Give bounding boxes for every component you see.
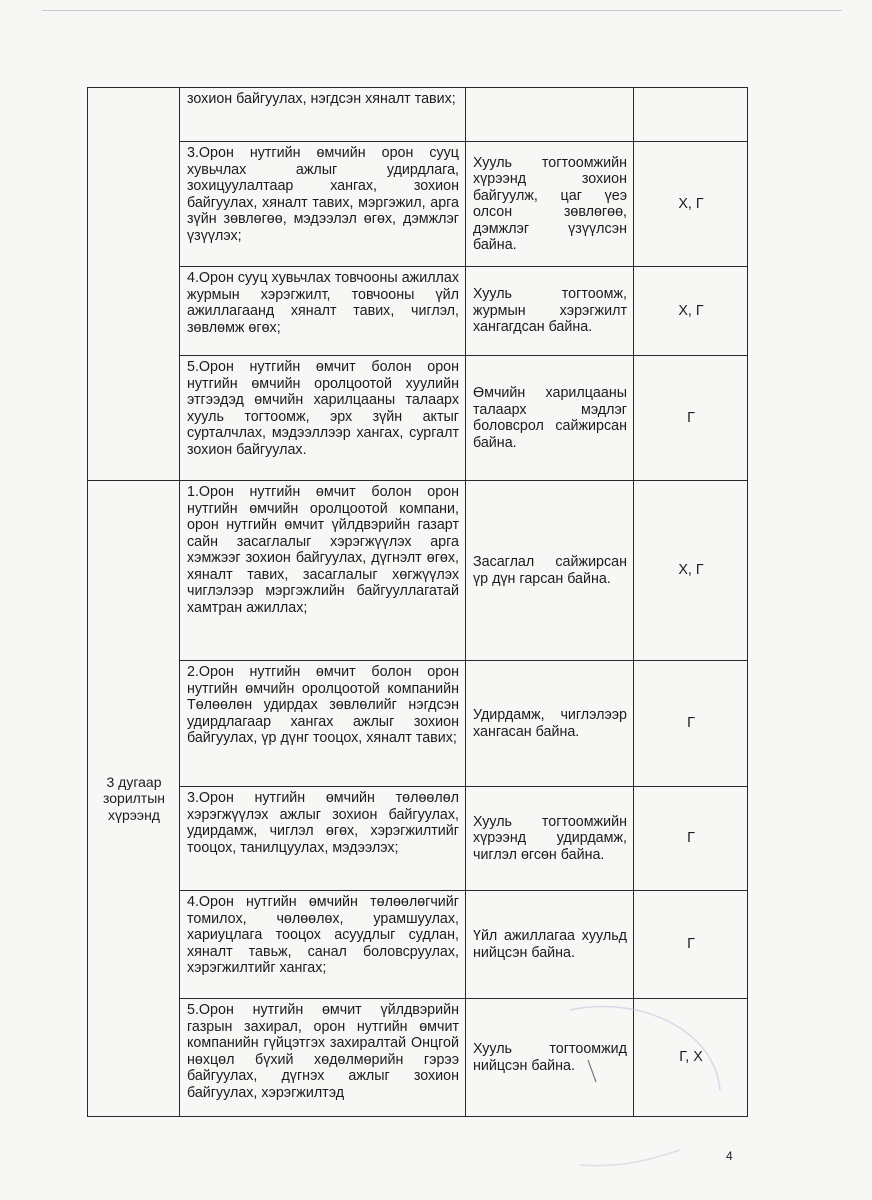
goal-cell-empty — [88, 88, 180, 481]
activity-cell: 1.Орон нутгийн өмчит болон орон нутгийн өмчийн оролцоотой компани, орон нутгийн өмчит үйлдвэрийн газарт сайн засаглалыг хэрэгжүүлэх арга хэмжээг зохион байгуулах, дүгнэлт өгөх, хяналт тавих, засаглалыг хөгжүүлэх чиглэлээр мэргэжлийн байгууллагатай хамтран ажиллах; — [180, 481, 466, 661]
table-row — [88, 356, 748, 481]
table-row — [88, 661, 748, 787]
responsible-cell: Г, Х — [634, 999, 748, 1117]
result-cell: Хууль тогтоомжийн хүрээнд зохион байгуулж, цаг үеэ олсон зөвлөгөө, дэмжлэг үзүүлсэн байна. — [466, 142, 634, 267]
activity-cell: 4.Орон сууц хувьчлах товчооны ажиллах журмын хэрэгжилт, товчооны үйл ажиллагаанд хяналт тавих, чиглэл, зөвлөмж өгөх; — [180, 267, 466, 356]
result-cell: Удирдамж, чиглэлээр хангасан байна. — [466, 661, 634, 787]
result-cell: Засаглал сайжирсан үр дүн гарсан байна. — [466, 481, 634, 661]
activity-cell: 3.Орон нутгийн өмчийн төлөөлөл хэрэгжүүлэх ажлыг зохион байгуулах, удирдамж, чиглэл өгөх, хэрэгжилтийг тооцох, танилцуулах, мэдээлэх; — [180, 787, 466, 891]
responsible-cell: Х, Г — [634, 267, 748, 356]
result-cell — [466, 88, 634, 142]
result-cell: Хууль тогтоомжийн хүрээнд удирдамж, чиглэл өгсөн байна. — [466, 787, 634, 891]
page-number: 4 — [726, 1149, 733, 1163]
responsible-cell — [634, 88, 748, 142]
table-row — [88, 88, 748, 142]
activity-cell: 5.Орон нутгийн өмчит болон орон нутгийн өмчийн оролцоотой хуулийн этгээдэд өмчийн харилцааны талаарх хууль тогтоомж, эрх зүйн актыг сурталчлах, мэдээллээр хангах, сургалт зохион байгуулах. — [180, 356, 466, 481]
activity-cell: 5.Орон нутгийн өмчит үйлдвэрийн газрын захирал, орон нутгийн өмчит компанийн гүйцэтгэх захиралтай Онцгой нөхцөл бүхий хөдөлмөрийн гэрээ байгуулах, дүгнэх ажлыг зохион байгуулах, хэрэгжилтэд — [180, 999, 466, 1117]
responsible-cell: Х, Г — [634, 142, 748, 267]
goal-label: 3 дугаар зорилтын хүрээнд — [88, 481, 180, 1117]
plan-table — [87, 87, 748, 1117]
responsible-cell: Г — [634, 891, 748, 999]
result-cell: Өмчийн харилцааны талаарх мэдлэг боловсрол сайжирсан байна. — [466, 356, 634, 481]
responsible-cell: Х, Г — [634, 481, 748, 661]
result-cell: Хууль тогтоомжид нийцсэн байна. — [466, 999, 634, 1117]
responsible-cell: Г — [634, 661, 748, 787]
table-row — [88, 787, 748, 891]
result-cell: Үйл ажиллагаа хуульд нийцсэн байна. — [466, 891, 634, 999]
table-row — [88, 999, 748, 1117]
top-divider — [42, 10, 842, 11]
table-row — [88, 481, 748, 661]
table-row — [88, 891, 748, 999]
result-cell: Хууль тогтоомж, журмын хэрэгжилт хангагдсан байна. — [466, 267, 634, 356]
activity-cell: 3.Орон нутгийн өмчийн орон сууц хувьчлах ажлыг удирдлага, зохицуулалтаар хангах, зохион байгуулах, хяналт тавих, мэргэжил, арга зүйн зөвлөгөө, мэдээлэл өгөх, дэмжлэг үзүүлэх; — [180, 142, 466, 267]
responsible-cell: Г — [634, 356, 748, 481]
table-row — [88, 142, 748, 267]
activity-cell: 4.Орон нутгийн өмчийн төлөөлөгчийг томилох, чөлөөлөх, урамшуулах, хариуцлага тооцох асуудлыг судлан, хяналт тавьж, санал боловсруулах, хэрэгжилтийг хангах; — [180, 891, 466, 999]
table-row — [88, 267, 748, 356]
activity-cell: зохион байгуулах, нэгдсэн хяналт тавих; — [180, 88, 466, 142]
responsible-cell: Г — [634, 787, 748, 891]
activity-cell: 2.Орон нутгийн өмчит болон орон нутгийн өмчийн оролцоотой компанийн Төлөөлөн удирдах зөвлөлийг нэгдсэн удирдлагаар хангах ажлыг зохион байгуулах, үр дүнг тооцох, хяналт тавих; — [180, 661, 466, 787]
